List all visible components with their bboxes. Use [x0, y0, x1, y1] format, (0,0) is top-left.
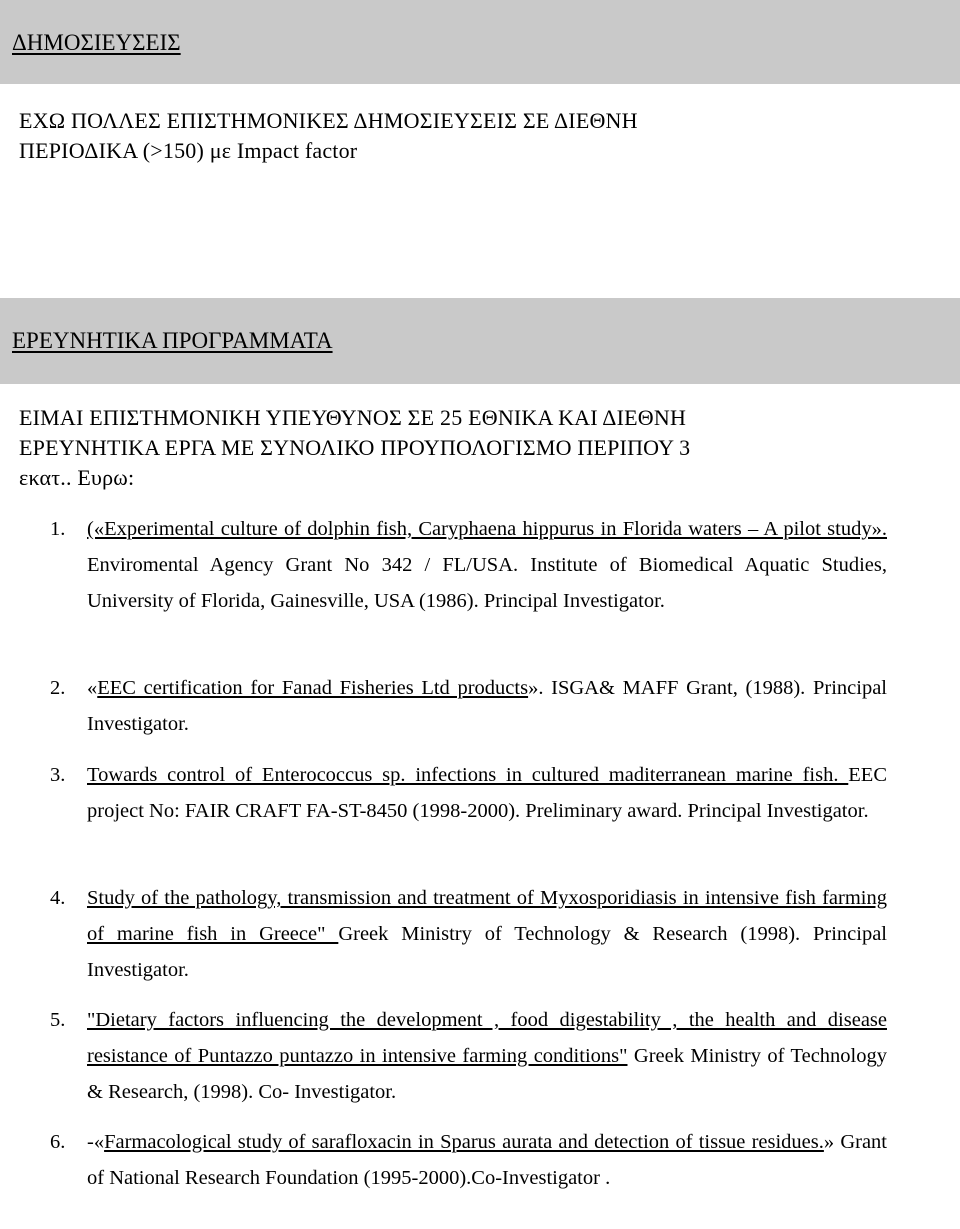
research-programs-heading: ΕΡΕΥΝΗΤΙΚΑ ΠΡΟΓΡΑΜΜΑΤΑ	[12, 328, 333, 353]
project-number: 6.	[50, 1131, 66, 1153]
project-title: Farmacological study of sarafloxacin in Sparus aurata and detection of tissue residues.	[104, 1131, 824, 1153]
publications-summary-line-1: ΕΧΩ ΠΟΛΛΕΣ ΕΠΙΣΤΗΜΟΝΙΚΕΣ ΔΗΜΟΣΙΕΥΣΕΙΣ ΣΕ ΔΙΕΘΝΗ	[19, 108, 638, 133]
project-item-4	[47, 880, 887, 988]
project-details: EEC project No: FAIR CRAFT FA-ST-8450 (1998-2000). Preliminary award. Principal Investigator.	[87, 764, 887, 822]
project-details: ISGA& MAFF Grant, (1988). Principal Investigator.	[87, 677, 887, 735]
project-title: "Dietary factors influencing the development , food digestability , the health and disease resistance of Puntazzo puntazzo in intensive farming conditions"	[87, 1009, 887, 1067]
project-number: 1.	[50, 518, 66, 540]
publications-summary	[19, 106, 919, 166]
project-number: 5.	[50, 1009, 66, 1031]
project-title-suffix: ».	[528, 677, 544, 699]
research-programs-summary-line-2: ΕΡΕΥΝΗΤΙΚΑ ΕΡΓΑ ΜΕ ΣΥΝΟΛΙΚΟ ΠΡΟΥΠΟΛΟΓΙΣΜΟ ΠΕΡΙΠΟΥ 3	[19, 435, 691, 460]
research-programs-summary-line-1: ΕΙΜΑΙ ΕΠΙΣΤΗΜΟΝΙΚΗ ΥΠΕΥΘΥΝΟΣ ΣΕ 25 ΕΘΝΙΚΑ ΚΑΙ ΔΙΕΘΝΗ	[19, 405, 687, 430]
research-programs-summary	[19, 403, 919, 493]
publications-summary-line-2: ΠΕΡΙΟΔΙΚΑ (>150) με Impact factor	[19, 138, 358, 163]
project-title: («Experimental culture of dolphin fish, Caryphaena hippurus in Florida waters – A pilot study».	[87, 518, 887, 540]
project-item-1	[47, 511, 887, 619]
research-programs-summary-line-3: εκατ.. Ευρω:	[19, 465, 135, 490]
project-number: 2.	[50, 677, 66, 699]
project-item-6	[47, 1124, 887, 1196]
project-details: Greek Ministry of Technology & Research (1998). Principal Investigator.	[87, 923, 888, 981]
project-item-2	[47, 670, 887, 742]
project-number: 3.	[50, 764, 66, 786]
project-title: EEC certification for Fanad Fisheries Ltd products	[97, 677, 529, 699]
project-title-prefix: «	[87, 677, 98, 699]
project-title: Towards control of Enterococcus sp. infections in cultured maditerranean marine fish.	[87, 764, 849, 786]
project-title-prefix: -«	[87, 1131, 105, 1153]
project-details: Grant of National Research Foundation (1995-2000).Co-Investigator .	[87, 1131, 887, 1189]
project-details: Enviromental Agency Grant No 342 / FL/USA. Institute of Biomedical Aquatic Studies, University of Florida, Gainesville, USA (1986). Principal Investigator.	[87, 554, 887, 612]
project-title-suffix: »	[823, 1131, 835, 1153]
publications-heading: ΔΗΜΟΣΙΕΥΣΕΙΣ	[12, 30, 181, 55]
project-details: Greek Ministry of Technology & Research, (1998). Co- Investigator.	[87, 1045, 888, 1103]
project-item-5	[47, 1002, 887, 1110]
project-item-3	[47, 757, 887, 829]
project-title: Study of the pathology, transmission and treatment of Myxosporidiasis in intensive fish farming of marine fish in Greece"	[87, 887, 887, 945]
project-number: 4.	[50, 887, 66, 909]
